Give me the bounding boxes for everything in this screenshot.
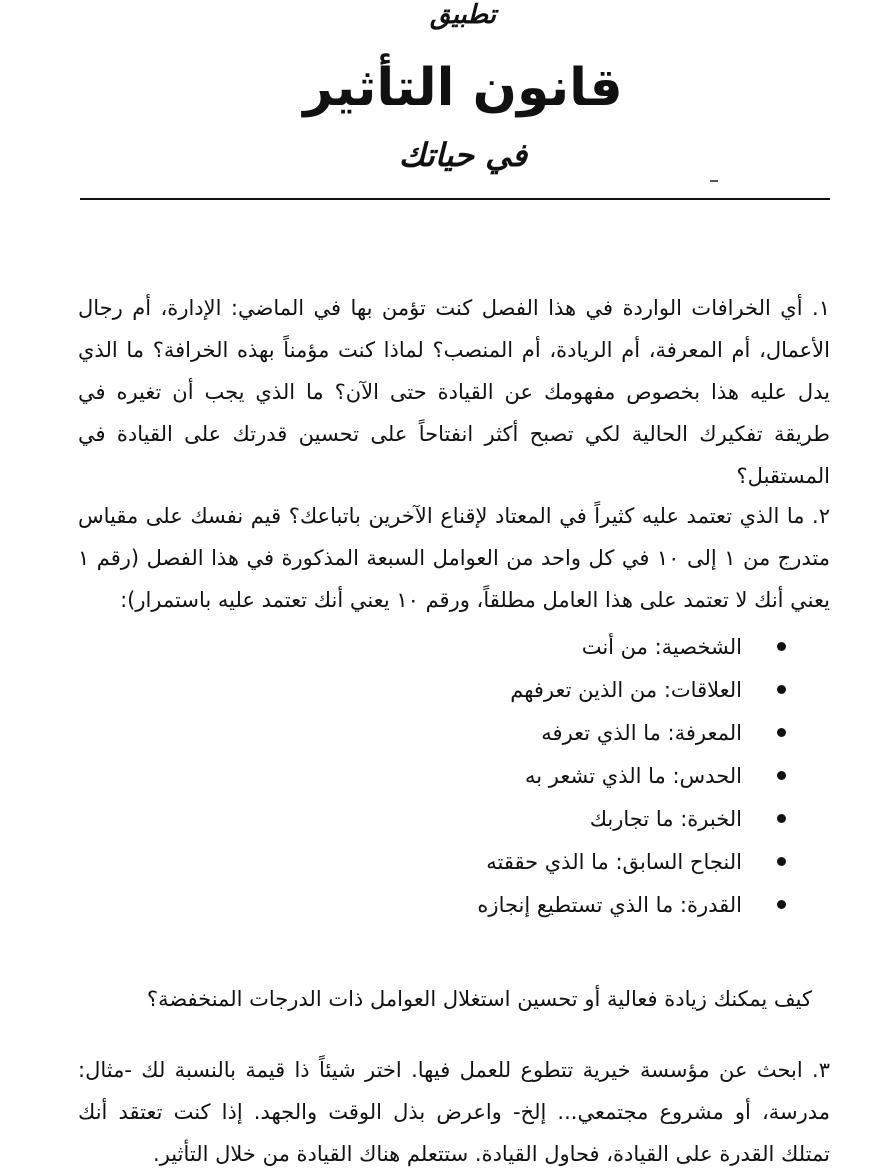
page-title: قانون التأثير — [303, 58, 623, 118]
exercise-3-paragraph: ٣. ابحث عن مؤسسة خيرية تتطوع للعمل فيها. اختر شيئاً ذا قيمة بالنسبة لك -مثال: مدرسة، أو مشروع مجتمعي... إلخ- واعرض بذل الوقت والجهد. إذا كنت تعتقد أنك تمتلك القدرة على القيادة، فحاول القيادة. ستتعلم هناك القيادة من خلال التأثير. — [78, 1058, 830, 1166]
exercise-2-paragraph: ٢. ما الذي تعتمد عليه كثيراً في المعتاد لإقناع الآخرين باتباعك؟ قيم نفسك على مقياس متدرج من ١ إلى ١٠ في كل واحد من العوامل السبعة المذكورة في هذا الفصل (رقم ١ يعني أنك لا تعتمد على هذا العامل مطلقاً، ورقم ١٠ يعني أنك تعتمد عليه باستمرار): — [78, 504, 830, 612]
list-item-text: العلاقات: من الذين تعرفهم — [510, 678, 742, 702]
list-item-text: الحدس: ما الذي تشعر به — [525, 764, 742, 788]
list-item — [386, 841, 786, 884]
list-item-text: الخبرة: ما تجاربك — [589, 807, 742, 831]
section-kicker: تطبيق — [430, 0, 496, 30]
list-item — [386, 712, 786, 755]
list-item — [386, 798, 786, 841]
factors-list — [386, 626, 786, 927]
bullet-icon — [777, 771, 786, 780]
list-item — [386, 669, 786, 712]
list-item-text: المعرفة: ما الذي تعرفه — [541, 721, 742, 745]
list-item — [386, 626, 786, 669]
bullet-icon — [777, 857, 786, 866]
list-item — [386, 884, 786, 927]
list-item — [386, 755, 786, 798]
bullet-icon — [777, 642, 786, 651]
follow-up-question: كيف يمكنك زيادة فعالية أو تحسين استغلال العوامل ذات الدرجات المنخفضة؟ — [146, 987, 812, 1011]
bullet-icon — [777, 685, 786, 694]
print-speck — [710, 180, 718, 182]
bullet-icon — [777, 728, 786, 737]
list-item-text: النجاح السابق: ما الذي حققته — [486, 850, 742, 874]
exercise-1-paragraph: ١. أي الخرافات الواردة في هذا الفصل كنت تؤمن بها في الماضي: الإدارة، أم رجال الأعمال، أم المعرفة، أم الريادة، أم المنصب؟ لماذا كنت مؤمناً بهذه الخرافة؟ ما الذي يدل عليه هذا بخصوص مفهومك عن القيادة حتى الآن؟ ما الذي يجب أن تغيره في طريقة تفكيرك الحالية لكي تصبح أكثر انفتاحاً على تحسين قدرتك على القيادة في المستقبل؟ — [78, 296, 830, 488]
list-item-text: الشخصية: من أنت — [581, 635, 742, 659]
title-divider — [80, 198, 830, 200]
list-item-text: القدرة: ما الذي تستطيع إنجازه — [477, 893, 742, 917]
bullet-icon — [777, 900, 786, 909]
page-subtitle: في حياتك — [398, 136, 528, 174]
bullet-icon — [777, 814, 786, 823]
